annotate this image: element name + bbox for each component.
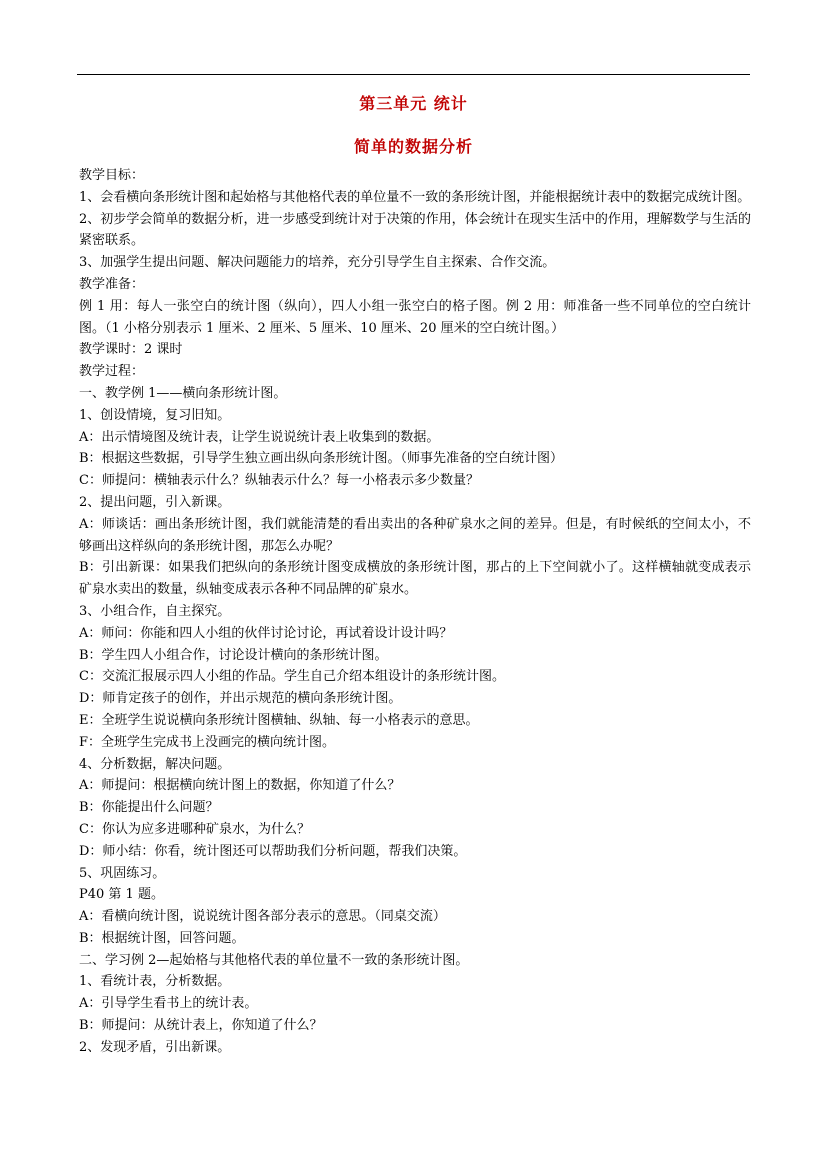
- step-item: B：引出新课：如果我们把纵向的条形统计图变成横放的条形统计图，那占的上下空间就小了。这样横轴就变成表示矿泉水卖出的数量，纵轴变成表示各种不同品牌的矿泉水。: [79, 560, 751, 598]
- step-item: A：出示情境图及统计表，让学生说说统计表上收集到的数据。: [79, 429, 440, 445]
- step-heading: 1、创设情境，复习旧知。: [79, 407, 231, 423]
- step-item: D：师小结：你看，统计图还可以帮助我们分析问题，帮我们决策。: [79, 843, 467, 859]
- step-item: F：全班学生完成书上没画完的横向统计图。: [79, 734, 336, 750]
- part-heading-1: 一、教学例 1——横向条形统计图。: [79, 385, 287, 401]
- step-item: C：师提问：横轴表示什么？纵轴表示什么？每一小格表示多少数量？: [79, 473, 479, 489]
- step-item: C：你认为应多进哪种矿泉水，为什么？: [79, 821, 310, 837]
- step-item: B：学生四人小组合作，讨论设计横向的条形统计图。: [79, 647, 388, 663]
- step-item: E：全班学生说说横向条形统计图横轴、纵轴、每一小格表示的意思。: [79, 712, 479, 728]
- step-item: D：师肯定孩子的创作，并出示规范的横向条形统计图。: [79, 691, 402, 707]
- exercise-reference: P40 第 1 题。: [79, 887, 164, 903]
- section-heading-goals: 教学目标：: [79, 168, 145, 183]
- step-item: B：师提问：从统计表上，你知道了什么？: [79, 1018, 323, 1034]
- step-item: B：你能提出什么问题？: [79, 800, 219, 816]
- step-heading: 1、看统计表，分析数据。: [79, 974, 231, 990]
- header-rule: [77, 74, 750, 75]
- goal-item-1: 1、会看横向条形统计图和起始格与其他格代表的单位量不一致的条形统计图，并能根据统计表中的数据完成统计图。: [79, 189, 751, 205]
- document-body: [79, 165, 751, 1059]
- step-heading: 3、小组合作，自主探究。: [79, 603, 231, 619]
- step-item: B：根据统计图，回答问题。: [79, 930, 245, 946]
- part-heading-2: 二、学习例 2—起始格与其他格代表的单位量不一致的条形统计图。: [79, 952, 469, 968]
- unit-title: 第三单元 统计: [359, 94, 468, 113]
- step-item: A：师提问：根据横向统计图上的数据，你知道了什么？: [79, 778, 401, 794]
- step-item: C：交流汇报展示四人小组的作品。学生自己介绍本组设计的条形统计图。: [79, 669, 505, 685]
- step-heading: 2、提出问题，引入新课。: [79, 494, 231, 510]
- step-item: A：看横向统计图，说说统计图各部分表示的意思。（同桌交流）: [79, 909, 446, 925]
- section-heading-preparation: 教学准备：: [79, 276, 145, 292]
- step-heading: 4、分析数据，解决问题。: [79, 756, 231, 772]
- lesson-title: 简单的数据分析: [353, 137, 473, 156]
- step-item: A：师谈话：画出条形统计图，我们就能清楚的看出卖出的各种矿泉水之间的差异。但是，有时候纸的空间太小，不够画出这样纵向的条形统计图，那怎么办呢？: [79, 516, 751, 554]
- goal-item-2: 2、初步学会简单的数据分析，进一步感受到统计对于决策的作用，体会统计在现实生活中的作用，理解数学与生活的紧密联系。: [79, 211, 751, 249]
- preparation-text: 例 1 用：每人一张空白的统计图（纵向），四人小组一张空白的格子图。例 2 用：师准备一些不同单位的空白统计图。（1 小格分别表示 1 厘米、2 厘米、5 厘米、10 厘米、20 厘米的空白统计图。）: [79, 298, 751, 336]
- step-heading: 5、巩固练习。: [79, 865, 166, 881]
- step-heading: 2、发现矛盾，引出新课。: [79, 1039, 231, 1055]
- lesson-hours: 教学课时：2 课时: [79, 342, 183, 358]
- goal-item-3: 3、加强学生提出问题、解决问题能力的培养，充分引导学生自主探索、合作交流。: [79, 255, 556, 271]
- section-heading-process: 教学过程：: [79, 364, 145, 380]
- step-item: B：根据这些数据，引导学生独立画出纵向条形统计图。（师事先准备的空白统计图）: [79, 451, 564, 467]
- step-item: A：引导学生看书上的统计表。: [79, 996, 258, 1012]
- step-item: A：师问：你能和四人小组的伙伴讨论讨论，再试着设计设计吗？: [79, 625, 453, 641]
